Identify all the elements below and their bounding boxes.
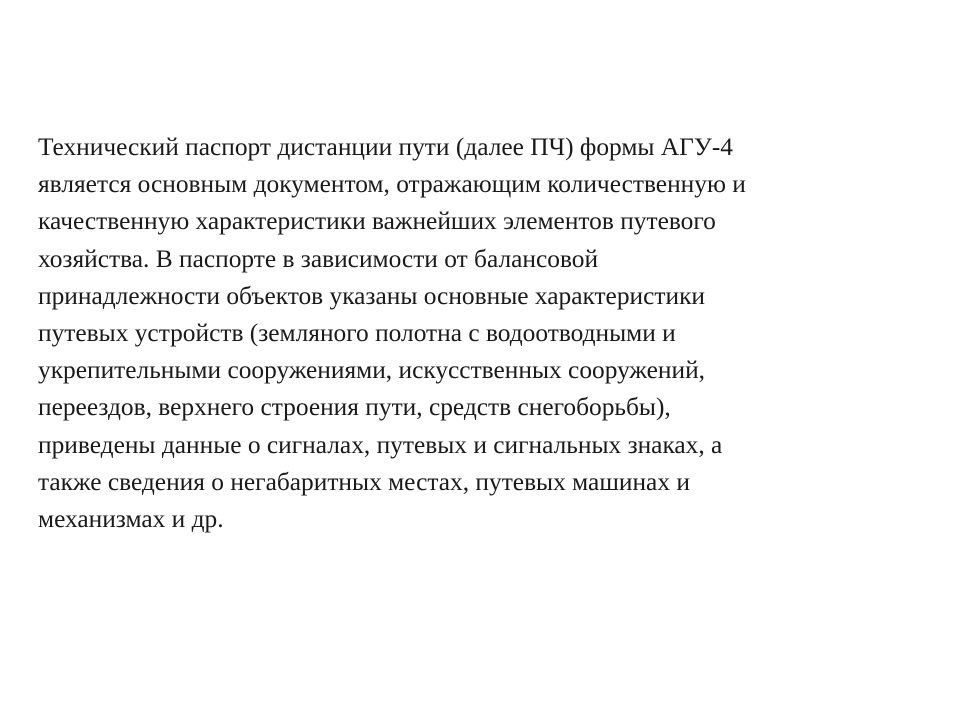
text-line: механизмах и др.: [38, 505, 224, 534]
text-line: является основным документом, отражающим количественную и: [38, 170, 746, 199]
slide-body-text: [38, 129, 938, 538]
text-line: также сведения о негабаритных местах, путевых машинах и: [38, 467, 690, 496]
text-line: переездов, верхнего строения пути, средств снегоборьбы),: [38, 393, 671, 422]
text-line: Технический паспорт дистанции пути (далее ПЧ) формы АГУ-4: [38, 133, 733, 161]
text-line: хозяйства. В паспорте в зависимости от балансовой: [38, 244, 599, 273]
text-line: качественную характеристики важнейших элементов путевого: [38, 207, 716, 236]
text-line: укрепительными сооружениями, искусственных сооружений,: [38, 356, 706, 385]
text-line: приведены данные о сигналах, путевых и сигнальных знаках, а: [38, 430, 723, 459]
text-line: путевых устройств (земляного полотна с водоотводными и: [38, 319, 676, 348]
text-line: принадлежности объектов указаны основные характеристики: [38, 281, 705, 310]
